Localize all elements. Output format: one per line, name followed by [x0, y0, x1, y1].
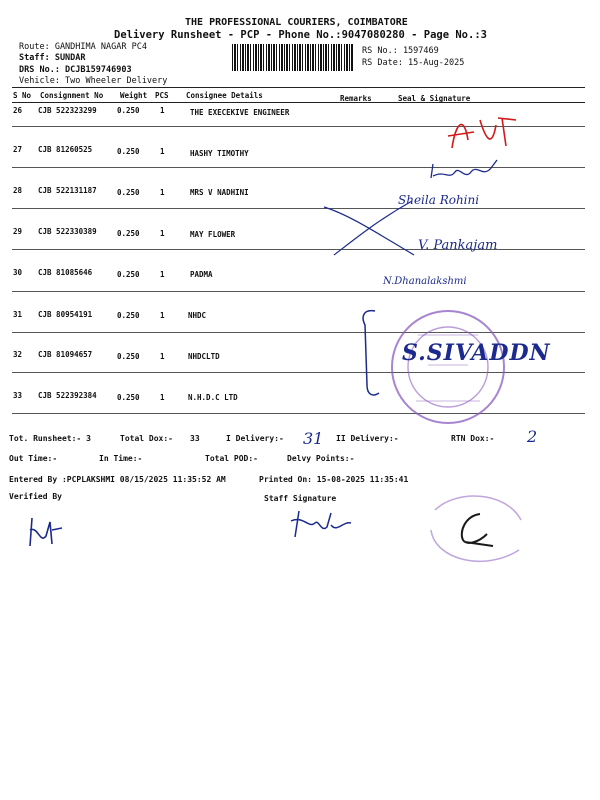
cell-weight: 0.250 [117, 311, 140, 320]
signature-29: V. Pankajam [418, 238, 498, 253]
cell-consignee: MAY FLOWER [190, 230, 236, 239]
verified-signature [22, 510, 72, 555]
bottom-stamp-icon [425, 490, 525, 570]
vehicle: Vehicle: Two Wheeler Delivery [19, 76, 168, 86]
cell-weight: 0.250 [117, 229, 140, 238]
cell-consignee: HASHY TIMOTHY [190, 149, 249, 158]
col-sno: S No [13, 91, 32, 100]
entered-by: Entered By :PCPLAKSHMI 08/15/2025 11:35:52 AM [9, 475, 226, 484]
cell-weight: 0.250 [117, 352, 140, 361]
cell-weight: 0.250 [117, 106, 140, 115]
printed-on: Printed On: 15-08-2025 11:35:41 [259, 475, 409, 484]
col-seal: Seal & Signature [398, 94, 471, 103]
cell-weight: 0.250 [117, 270, 140, 279]
cell-consignee: NHDC [188, 311, 207, 320]
row-rule [12, 208, 585, 209]
cell-pcs: 1 [160, 106, 165, 115]
cross-mark [320, 195, 420, 265]
tot-runsheet: Tot. Runsheet:- 3 [9, 434, 91, 443]
out-time: Out Time:- [9, 454, 58, 463]
cell-consignee: PADMA [190, 270, 213, 279]
signature-30: N.Dhanalakshmi [383, 276, 467, 287]
cell-consignment: CJB 80954191 [38, 310, 93, 319]
staff: Staff: SUNDAR [19, 53, 86, 63]
rtn-dox-label: RTN Dox:- [451, 434, 495, 443]
rtn-handwritten: 2 [527, 427, 538, 446]
route: Route: GANDHIMA NAGAR PC4 [19, 42, 147, 52]
staff-signature [285, 503, 360, 543]
table-top-rule [12, 87, 585, 88]
col-weight: Weight [120, 91, 148, 100]
cell-sno: 30 [13, 268, 23, 277]
in-time: In Time:- [99, 454, 143, 463]
row-rule [12, 291, 585, 292]
cell-pcs: 1 [160, 393, 165, 402]
seal-stamp-icon [388, 305, 508, 430]
stamp-signature: S.SIVADDN [402, 340, 551, 366]
cell-weight: 0.250 [117, 393, 140, 402]
cell-weight: 0.250 [117, 188, 140, 197]
cell-consignee: NHDCLTD [188, 352, 220, 361]
cell-pcs: 1 [160, 188, 165, 197]
cell-weight: 0.250 [117, 147, 140, 156]
cell-consignment: CJB 522323299 [38, 106, 97, 115]
signature-red-26 [440, 110, 530, 155]
i-delivery-label: I Delivery:- [226, 434, 284, 443]
cell-sno: 32 [13, 350, 23, 359]
cell-consignment: CJB 81260525 [38, 145, 93, 154]
cell-consignee: THE EXECEKIVE ENGINEER [190, 108, 290, 117]
signature-28: Sheila Rohini [398, 193, 480, 207]
cell-consignee: MRS V NADHINI [190, 188, 249, 197]
total-dox-label: Total Dox:- [120, 434, 173, 443]
cell-sno: 33 [13, 391, 23, 400]
cell-consignment: CJB 81094657 [38, 350, 93, 359]
barcode [232, 44, 354, 71]
cell-sno: 31 [13, 310, 23, 319]
table-header-rule [12, 102, 585, 103]
cell-sno: 29 [13, 227, 23, 236]
col-remarks: Remarks [340, 94, 372, 103]
cell-consignment: CJB 522131187 [38, 186, 97, 195]
drs-no: DRS No.: DCJB159746903 [19, 65, 132, 75]
staff-signature-label: Staff Signature [264, 494, 337, 503]
rs-date: RS Date: 15-Aug-2025 [362, 58, 465, 68]
cell-sno: 26 [13, 106, 23, 115]
cell-pcs: 1 [160, 352, 165, 361]
total-dox-value: 33 [190, 434, 200, 443]
i-delivery-handwritten: 31 [303, 429, 324, 448]
col-consignment: Consignment No [40, 91, 104, 100]
signature-27 [425, 150, 505, 185]
col-consignee: Consignee Details [186, 91, 263, 100]
cell-consignee: N.H.D.C LTD [188, 393, 238, 402]
rs-no: RS No.: 1597469 [362, 46, 439, 56]
cell-consignment: CJB 522392384 [38, 391, 97, 400]
verified-by: Verified By [9, 492, 62, 501]
cell-pcs: 1 [160, 229, 165, 238]
col-pcs: PCS [155, 91, 169, 100]
runsheet-title: Delivery Runsheet - PCP - Phone No.:9047080280 - Page No.:3 [114, 29, 487, 41]
delvy-points: Delvy Points:- [287, 454, 355, 463]
cell-consignment: CJB 81085646 [38, 268, 93, 277]
cell-consignment: CJB 522330389 [38, 227, 97, 236]
cell-pcs: 1 [160, 270, 165, 279]
cell-pcs: 1 [160, 311, 165, 320]
ii-delivery-label: II Delivery:- [336, 434, 399, 443]
bracket-mark [355, 305, 385, 400]
row-rule [12, 249, 585, 250]
cell-pcs: 1 [160, 147, 165, 156]
cell-sno: 28 [13, 186, 23, 195]
total-pod: Total POD:- [205, 454, 258, 463]
company-name: THE PROFESSIONAL COURIERS, COIMBATORE [185, 17, 408, 28]
cell-sno: 27 [13, 145, 23, 154]
